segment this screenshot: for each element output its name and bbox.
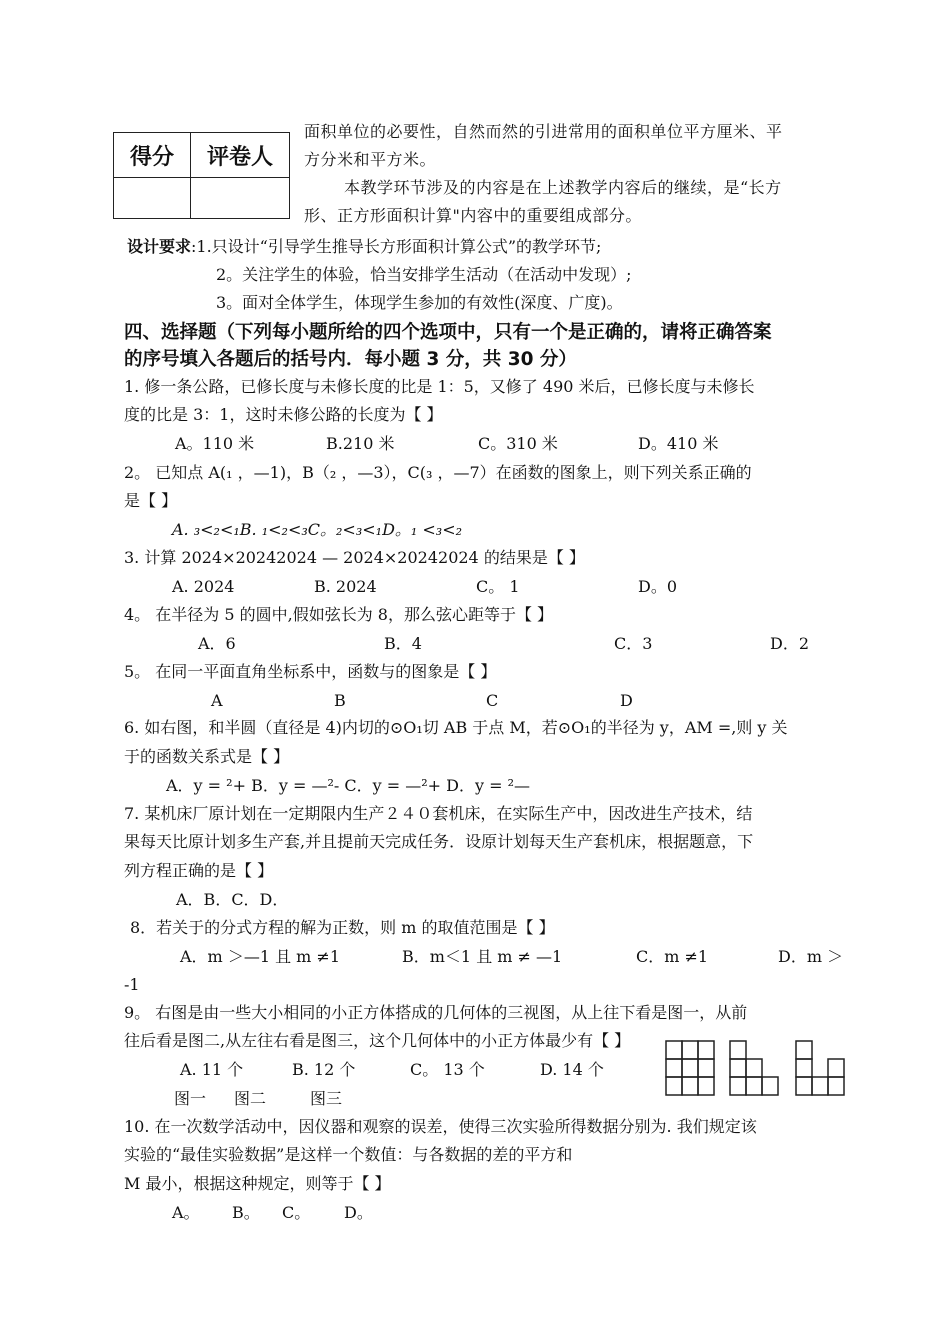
intro-line-3: 本教学环节涉及的内容是在上述教学内容后的继续，是“长方	[344, 178, 782, 197]
q2-line-2: 是【 】	[124, 491, 178, 510]
design-req-2: 2。关注学生的体验，恰当安排学生活动（在活动中发现）;	[216, 265, 632, 284]
q9-line-1: 9。 右图是由一些大小相同的小正方体搭成的几何体的三视图，从上往下看是图一，从前	[124, 1003, 748, 1022]
q10-line-2: 实验的“最佳实验数据”是这样一个数值：与各数据的差的平方和	[124, 1145, 573, 1164]
three-view-figures	[660, 1038, 850, 1102]
q7-line-2: 果每天比原计划多生产套,并且提前天完成任务．设原计划每天生产套机床，根据题意，下	[124, 832, 754, 851]
q9-figure-label-3: 图三	[310, 1089, 343, 1108]
q10-option-c: C。	[282, 1203, 311, 1222]
q1-line-1: 1. 修一条公路，已修长度与未修长度的比是 1：5，又修了 490 米后，已修长度与未修长	[124, 377, 755, 396]
q9-figure-label-1: 图一	[174, 1089, 207, 1108]
q9-line-2: 往后看是图二,从左往右看是图三，这个几何体中的小正方体最少有【 】	[124, 1031, 631, 1050]
q6-line-1: 6. 如右图，和半圆（直径是 4)内切的⊙O₁切 AB 于点 M，若⊙O₁的半径为 y，AM =,则 y 关	[124, 718, 788, 737]
q4-option-d: D．2	[770, 634, 810, 653]
grader-header: 评卷人	[191, 133, 290, 178]
q8-option-c: C．m ≠1	[636, 947, 709, 966]
q4-option-a: A．6	[198, 634, 236, 653]
grader-cell[interactable]	[191, 178, 290, 219]
q4-line-1: 4。 在半径为 5 的圆中,假如弦长为 8，那么弦心距等于【 】	[124, 605, 554, 624]
q9-figure-label-2: 图二	[234, 1089, 267, 1108]
q3-option-d: D。0	[638, 577, 678, 596]
q10-option-b: B。	[232, 1203, 260, 1222]
q2-line-1: 2。 已知点 A(₁ ，—1)，B（₂ ，—3），C(₃ ，—7）在函数的图象上，则下列关系正确的	[124, 463, 752, 482]
q8-option-b: B．m＜1 且 m ≠ —1	[402, 947, 563, 966]
design-requirements	[127, 237, 601, 256]
design-label: 设计要求	[127, 237, 192, 256]
q4-option-b: B．4	[384, 634, 422, 653]
intro-line-1: 面积单位的必要性，自然而然的引进常用的面积单位平方厘米、平	[304, 122, 783, 141]
q6-options: A．y = ²+ B．y = —²- C．y = —²+ D．y = ²—	[166, 776, 530, 795]
intro-line-2: 方分米和平方米。	[304, 150, 437, 169]
q10-line-3: M 最小，根据这种规定，则等于【 】	[124, 1174, 391, 1193]
q3-option-b: B. 2024	[314, 577, 377, 596]
score-header: 得分	[114, 133, 191, 178]
q6-line-2: 于的函数关系式是【 】	[124, 747, 290, 766]
q1-option-a: A。110 米	[175, 434, 255, 453]
q1-line-2: 度的比是 3：1，这时未修公路的长度为【 】	[124, 405, 443, 424]
q10-option-d: D。	[344, 1203, 373, 1222]
score-cell[interactable]	[114, 178, 191, 219]
q3-line-1: 3. 计算 2024×20242024 — 2024×20242024 的结果是【 】	[124, 548, 585, 567]
figure-side-view	[796, 1041, 844, 1095]
q9-option-d: D. 14 个	[540, 1060, 604, 1079]
q5-option-a: A	[211, 691, 223, 710]
q1-option-d: D。410 米	[638, 434, 719, 453]
q1-option-c: C。310 米	[478, 434, 558, 453]
design-req-3: 3。面对全体学生，体现学生参加的有效性(深度、广度)。	[216, 293, 623, 312]
intro-line-4: 形、正方形面积计算"内容中的重要组成部分。	[304, 206, 642, 225]
q7-line-1: 7. 某机床厂原计划在一定期限内生产２４０套机床，在实际生产中，因改进生产技术，结	[124, 804, 753, 823]
q10-line-1: 10. 在一次数学活动中，因仪器和观察的误差，使得三次实验所得数据分别为. 我们规定该	[124, 1117, 757, 1136]
q9-option-a: A. 11 个	[180, 1060, 244, 1079]
q4-option-c: C．3	[614, 634, 653, 653]
score-table	[113, 132, 290, 219]
q7-line-3: 列方程正确的是【 】	[124, 861, 274, 880]
q5-option-d: D	[620, 691, 633, 710]
q3-option-a: A. 2024	[172, 577, 235, 596]
q2-options: A. ₃<₂<₁B. ₁<₂<₃C。₂<₃<₁D。₁ <₃<₂	[172, 520, 463, 539]
q9-option-c: C。 13 个	[410, 1060, 485, 1079]
section-4-title-line-2: 的序号填入各题后的括号内．每小题 3 分，共 30 分）	[124, 349, 577, 370]
q8-option-a: A．m ＞—1 且 m ≠1	[180, 947, 341, 966]
q5-option-c: C	[486, 691, 499, 710]
section-4-title-line-1: 四、选择题（下列每小题所给的四个选项中，只有一个是正确的，请将正确答案	[124, 322, 772, 343]
q7-options: A．B．C．D．	[176, 890, 289, 909]
q8-option-d-cont: -1	[124, 975, 140, 994]
q8-line-1: 8．若关于的分式方程的解为正数，则 m 的取值范围是【 】	[130, 918, 555, 937]
q9-option-b: B. 12 个	[292, 1060, 356, 1079]
figure-top-view	[666, 1041, 714, 1095]
figure-front-view	[730, 1041, 778, 1095]
q3-option-c: C。 1	[476, 577, 520, 596]
q5-line-1: 5。 在同一平面直角坐标系中，函数与的图象是【 】	[124, 662, 497, 681]
q5-option-b: B	[334, 691, 346, 710]
q8-option-d: D．m ＞	[778, 947, 844, 966]
design-req-1: :1.只设计“引导学生推导长方形面积计算公式”的教学环节;	[191, 237, 602, 256]
q1-option-b: B.210 米	[326, 434, 395, 453]
q10-option-a: A。	[172, 1203, 200, 1222]
